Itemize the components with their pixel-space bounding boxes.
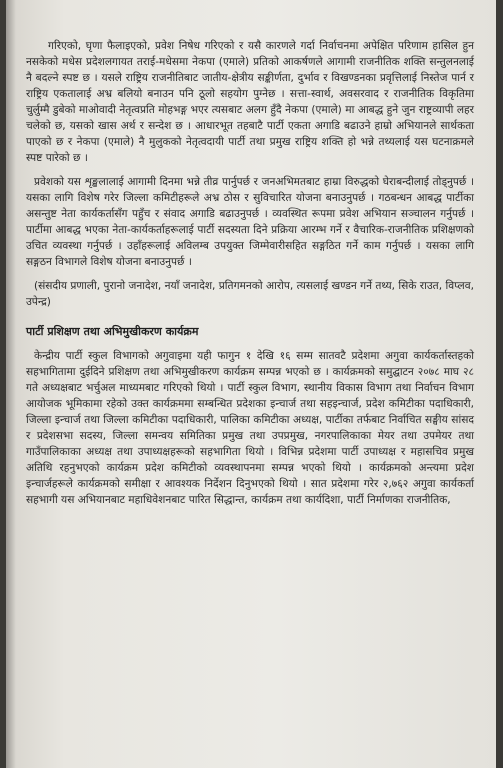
paragraph-3: केन्द्रीय पार्टी स्कुल विभागको अगुवाइमा यही फागुन १ देखि १६ सम्म सातवटै प्रदेशमा अगुवा कार्यकर्तास्तहको सहभागितामा दुईदिने प्रशिक्षण तथा अभिमुखीकरण कार्यक्रम सम्पन्न भएको छ । कार्यक्रमको समुद्घाटन २०७८ माघ २८ गते अध्यक्षबाट भर्चुअल माध्यमबाट गरिएको थियो । पार्टी स्कुल विभाग, स्थानीय विकास विभाग तथा निर्वाचन विभाग आयोजक भूमिकामा रहेको उक्त कार्यक्रममा सम्बन्धित प्रदेशका इन्चार्ज तथा सहइन्चार्ज, प्रदेश कमिटीका पदाधिकारी, जिल्ला इन्चार्ज तथा जिल्ला कमिटीका पदाधिकारी, पालिका कमिटीका अध्यक्ष, पार्टीका तर्फबाट निर्वाचित सङ्घीय सांसद र प्रदेशसभा सदस्य, जिल्ला समन्वय समितिका प्रमुख तथा उपप्रमुख, नगरपालिकाका मेयर तथा उपमेयर तथा गाउँपालिकाका अध्यक्ष तथा उपाध्यक्षहरूको सहभागिता थियो । विभिन्न प्रदेशमा पार्टी उपाध्यक्ष र महासचिव प्रमुख अतिथि रहनुभएको कार्यक्रम प्रदेश कमिटीको व्यवस्थापनमा सम्पन्न भएको थियो । कार्यक्रमको अन्त्यमा प्रदेश इन्चार्जहरूले कार्यक्रमको समीक्षा र आवश्यक निर्देशन दिनुभएको थियो । सात प्रदेशमा गरेर २,७६२ अगुवा कार्यकर्ता सहभागी यस अभियानबाट महाधिवेशनबाट पारित सिद्धान्त, कार्यक्रम तथा कार्यदिशा, पार्टी निर्माणका राजनीतिक,: [26, 350, 474, 506]
paragraph-1: गरिएको, घृणा फैलाइएको, प्रवेश निषेध गरिएको र यसै कारणले गर्दा निर्वाचनमा अपेक्षित परिणाम हासिल हुन नसकेको मधेस प्रदेशलगायत तराई-मधेसमा नेकपा (एमाले) प्रतिको आकर्षणले आगामी राजनीतिक शक्ति सन्तुलनलाई नै बदल्ने स्पष्ट छ । यसले राष्ट्रिय राजनीतिबाट जातीय-क्षेत्रीय सङ्कीर्णता, दुर्भाव र विखण्डनका प्रवृत्तिलाई निस्तेज पार्न र राष्ट्रिय एकतालाई अभ्र बलियो बनाउन पनि ठूलो सहयोग पुग्नेछ । सत्ता-स्वार्थ, अवसरवाद र राजनीतिक विकृतिमा चुर्लुम्मै डुबेको माओवादी नेतृत्वप्रति मोहभङ्ग भएर त्यसबाट अलग हुँदै नेकपा (एमाले) मा आबद्ध हुने जुन राष्ट्रव्यापी लहर चलेको छ, यसको खास अर्थ र सन्देश छ । आधारभूत तहबाटै पार्टी एकता अगाडि बढाउने हाम्रो अभियानले सार्थकता पाएको छ र नेकपा (एमाले) नै मुलुकको नेतृत्वदायी पार्टी तथा प्रमुख राष्ट्रिय शक्ति हो भन्ने तथ्यलाई यस घटनाक्रमले स्पष्ट पारेको छ ।: [26, 40, 474, 164]
page-content: [26, 38, 474, 516]
section-heading: पार्टी प्रशिक्षण तथा अभिमुखीकरण कार्यक्रम: [26, 325, 199, 338]
page-binding-shadow: [6, 0, 16, 768]
parenthetical-note: (संसदीय प्रणाली, पुरानो जनादेश, नयाँ जनादेश, प्रतिगमनको आरोप, त्यसलाई खण्डन गर्ने तथ्य, सिके राउत, विप्लव, उपेन्द्र): [26, 280, 474, 308]
document-page: [6, 0, 496, 768]
paragraph-2: प्रवेशको यस शृङ्खलालाई आगामी दिनमा भन्ने तीव्र पार्नुपर्छ र जनअभिमतबाट हाम्रा विरुद्धको घेराबन्दीलाई तोड्नुपर्छ । यसका लागि विशेष गरेर जिल्ला कमिटीहरूले अभ्र ठोस र सुविचारित योजना बनाउनुपर्छ । गठबन्धन आबद्ध पार्टीका असन्तुष्ट नेता कार्यकर्तासँग पहुँच र संवाद अगाडि बढाउनुपर्छ । व्यवस्थित रूपमा प्रवेश अभियान सञ्चालन गर्नुपर्छ । पार्टीमा आबद्ध भएका नेता-कार्यकर्ताहरूलाई पार्टी सदस्यता दिने प्रक्रिया आरम्भ गर्ने र वैचारिक-राजनीतिक प्रशिक्षणको उचित व्यवस्था गर्नुपर्छ । उहाँहरूलाई अविलम्ब उपयुक्त जिम्मेवारीसहित सङ्गठित गर्ने काम गर्नुपर्छ । यसका लागि सङ्गठन विभागले विशेष योजना बनाउनुपर्छ ।: [26, 176, 474, 268]
